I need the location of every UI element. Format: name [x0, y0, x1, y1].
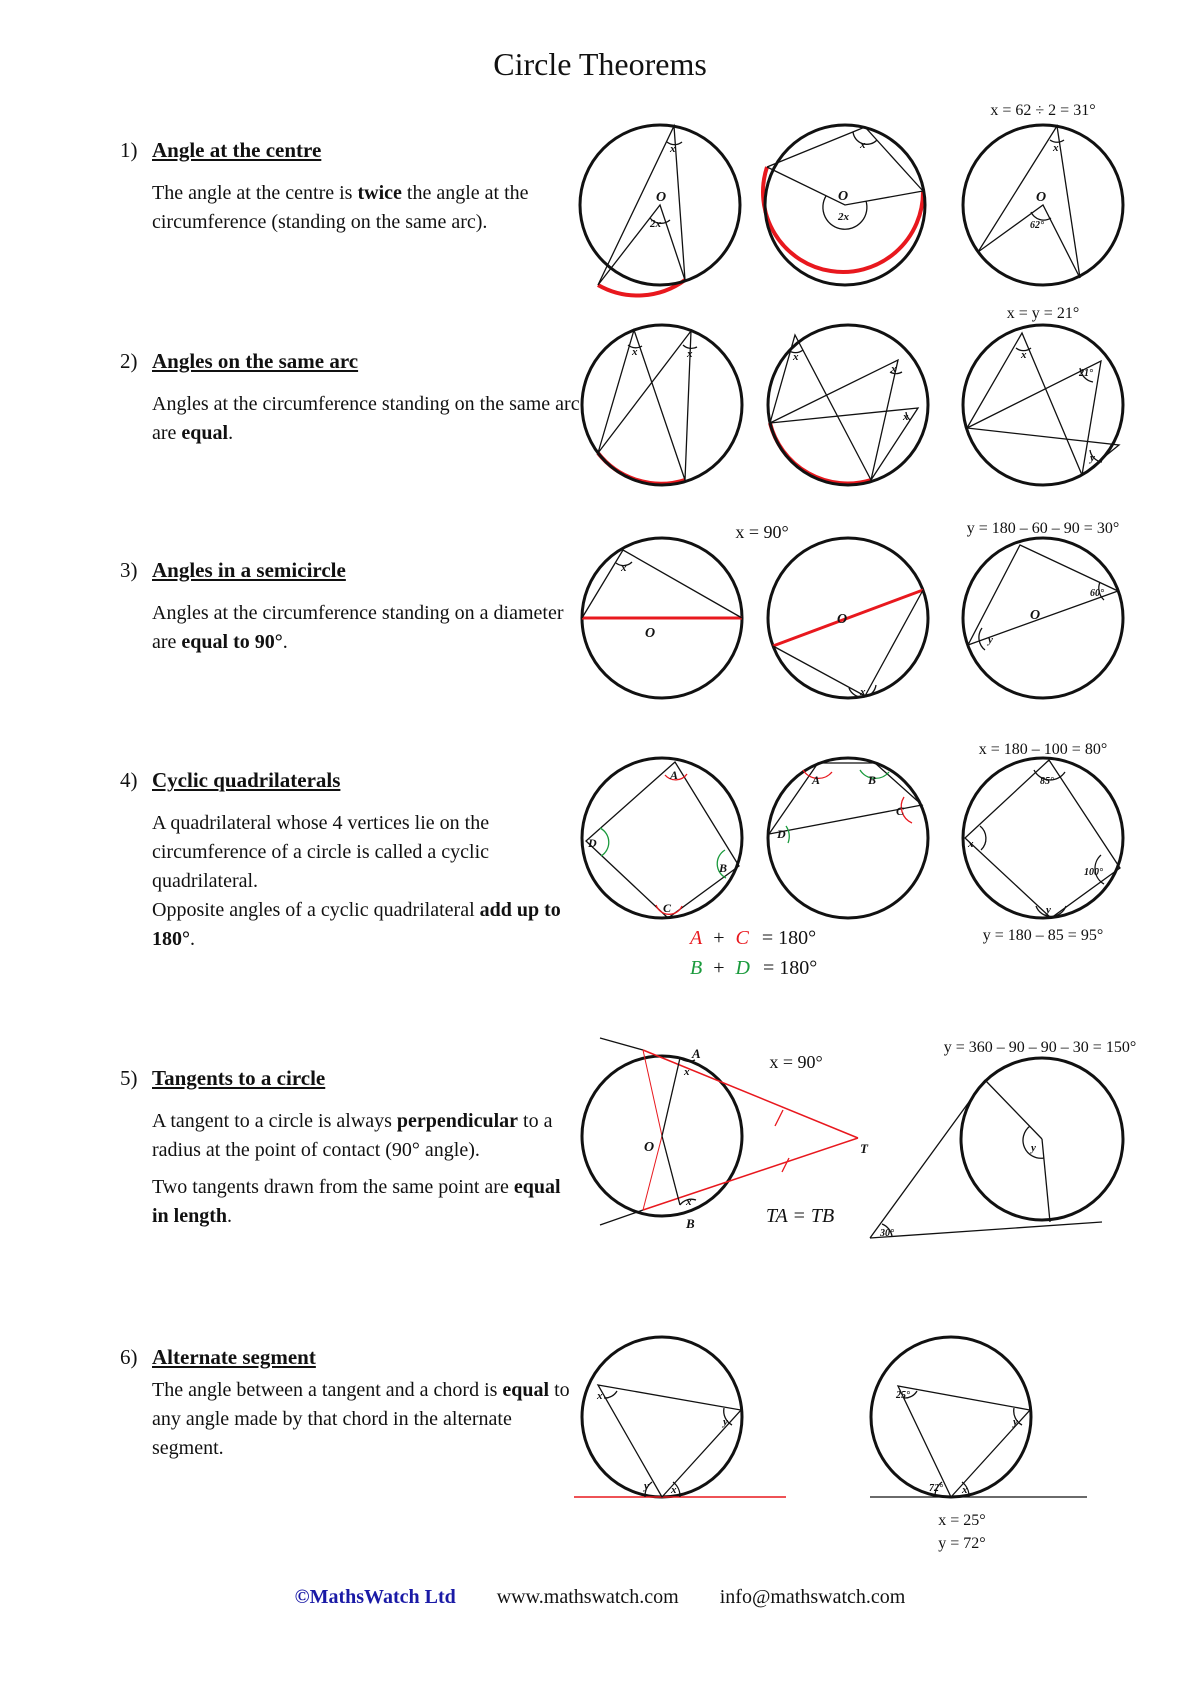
section-body: A quadrilateral whose 4 vertices lie on the circumference of a circle is called a cyclic quadrilateral. Opposite angles of a cyclic quadrilateral add up to 180°.: [152, 812, 561, 950]
cyclic-formulas: [688, 927, 817, 979]
annotation: y = 180 – 85 = 95°: [982, 927, 1104, 944]
annotation: TA = TB: [765, 1205, 835, 1227]
angle-label: x: [621, 562, 627, 574]
point-label: B: [686, 1216, 695, 1231]
diagram-same-arc-2: [768, 325, 928, 485]
section-heading: 4) Cyclic quadrilaterals: [120, 768, 341, 792]
angle-label: x: [793, 351, 799, 363]
diagram-centre-angle-3: [963, 125, 1123, 285]
annotation: x = 90°: [769, 1052, 823, 1072]
annotation: x = 62 ÷ 2 = 31°: [990, 102, 1096, 119]
diagram-alternate-segment-1: [574, 1337, 786, 1497]
centre-label: O: [656, 190, 667, 205]
vertex-label: D: [588, 836, 597, 850]
diagram-cyclic-quad-1: [582, 758, 742, 918]
vertex-label: B: [868, 773, 877, 787]
angle-value: 30°: [880, 1228, 894, 1239]
angle-label: x: [671, 1484, 677, 1496]
point-label: A: [692, 1046, 701, 1061]
angle-value: 60°: [1090, 588, 1104, 599]
vertex-label: C: [896, 804, 905, 818]
annotation: x = 180 – 100 = 80°: [978, 741, 1108, 758]
angle-label: x: [903, 411, 909, 423]
section-heading: 2) Angles on the same arc: [120, 349, 359, 373]
point-label: T: [860, 1141, 868, 1156]
diagram-cyclic-quad-2: [768, 758, 928, 918]
angle-label: x: [968, 838, 974, 850]
centre-label: O: [837, 612, 848, 627]
footer-email[interactable]: info@mathswatch.com: [719, 1586, 906, 1608]
annotation: y = 360 – 90 – 90 – 30 = 150°: [943, 1039, 1137, 1056]
annotation: x = 90°: [735, 522, 789, 542]
annotations: [735, 102, 1136, 1552]
diagram-semicircle-1: [582, 538, 742, 698]
angle-label: x: [1021, 349, 1027, 361]
annotation: y = 180 – 60 – 90 = 30°: [966, 520, 1120, 537]
angle-value: 62°: [1030, 220, 1044, 231]
section-body: The angle at the centre is twice the angle at the circumference (standing on the same arc).: [152, 182, 529, 233]
formula-a-c: A + C = 180°: [690, 927, 817, 949]
diagram-alternate-segment-2: [870, 1337, 1087, 1497]
vertex-label: A: [812, 773, 821, 787]
angle-label: y: [1031, 1142, 1036, 1154]
angle-value: 100°: [1084, 867, 1103, 878]
angle-label: x: [860, 686, 866, 698]
centre-label: O: [838, 189, 849, 204]
section-body: Angles at the circumference standing on the same arc are equal.: [152, 393, 580, 444]
diagram-same-arc-3: [963, 325, 1123, 485]
angle-label: x: [684, 1066, 690, 1078]
angle-label: x: [962, 1484, 968, 1496]
footer-website[interactable]: www.mathswatch.com: [496, 1586, 679, 1608]
footer: [0, 1586, 1200, 1609]
diagram-centre-angle-1: [580, 125, 740, 296]
page-title: Circle Theorems: [493, 46, 707, 82]
centre-label: O: [1036, 190, 1047, 205]
centre-label: O: [645, 626, 656, 641]
annotation: y = 72°: [938, 1535, 986, 1552]
annotation: x = y = 21°: [1006, 305, 1080, 322]
angle-label: x: [687, 348, 693, 360]
angle-value: 72°: [929, 1483, 943, 1494]
angle-value: 21°: [1079, 368, 1093, 379]
diagram-semicircle-3: [963, 538, 1123, 698]
angle-label: x: [891, 363, 897, 375]
formula-b-d: B + D = 180°: [690, 957, 818, 979]
section-heading: 1) Angle at the centre: [120, 138, 322, 162]
angle-label: 2x: [650, 218, 661, 230]
section-heading: 3) Angles in a semicircle: [120, 558, 346, 582]
angle-label: y: [1090, 452, 1095, 464]
angle-label: x: [670, 143, 676, 155]
section-body: Angles at the circumference standing on a diameter are equal to 90°.: [152, 602, 564, 653]
section-heading: 6) Alternate segment: [120, 1345, 316, 1369]
section-body: A tangent to a circle is always perpendicular to a radius at the point of contact (90° angle). Two tangents drawn from the same point are equal in length.: [152, 1110, 561, 1227]
angle-label: y: [988, 634, 993, 646]
angle-value: 25°: [896, 1390, 910, 1401]
angle-label: x: [860, 139, 866, 151]
vertex-label: B: [719, 861, 728, 875]
vertex-label: C: [663, 901, 672, 915]
annotation: x = 25°: [938, 1512, 986, 1529]
angle-label: x: [1053, 142, 1059, 154]
section-body: The angle between a tangent and a chord is equal to any angle made by that chord in the alternate segment.: [152, 1379, 570, 1459]
centre-label: O: [1030, 608, 1041, 623]
angle-label: y: [1046, 904, 1051, 916]
vertex-label: A: [670, 768, 679, 782]
angle-label: x: [597, 1390, 603, 1402]
angle-value: 85°: [1040, 776, 1054, 787]
diagram-centre-angle-2: [763, 125, 925, 285]
angle-label: x: [686, 1196, 692, 1208]
diagram-semicircle-2: [768, 538, 928, 698]
vertex-label: D: [777, 827, 786, 841]
angle-label: y: [723, 1416, 728, 1428]
angle-label: 2x: [838, 211, 849, 223]
angle-label: y: [1013, 1416, 1018, 1428]
footer-brand: ©MathsWatch Ltd: [294, 1586, 456, 1608]
diagram-same-arc-1: [582, 325, 742, 485]
section-heading: 5) Tangents to a circle: [120, 1066, 326, 1090]
diagram-tangents-2: [870, 1058, 1123, 1238]
centre-label: O: [644, 1140, 655, 1155]
angle-label: y: [644, 1480, 649, 1492]
angle-label: x: [632, 346, 638, 358]
